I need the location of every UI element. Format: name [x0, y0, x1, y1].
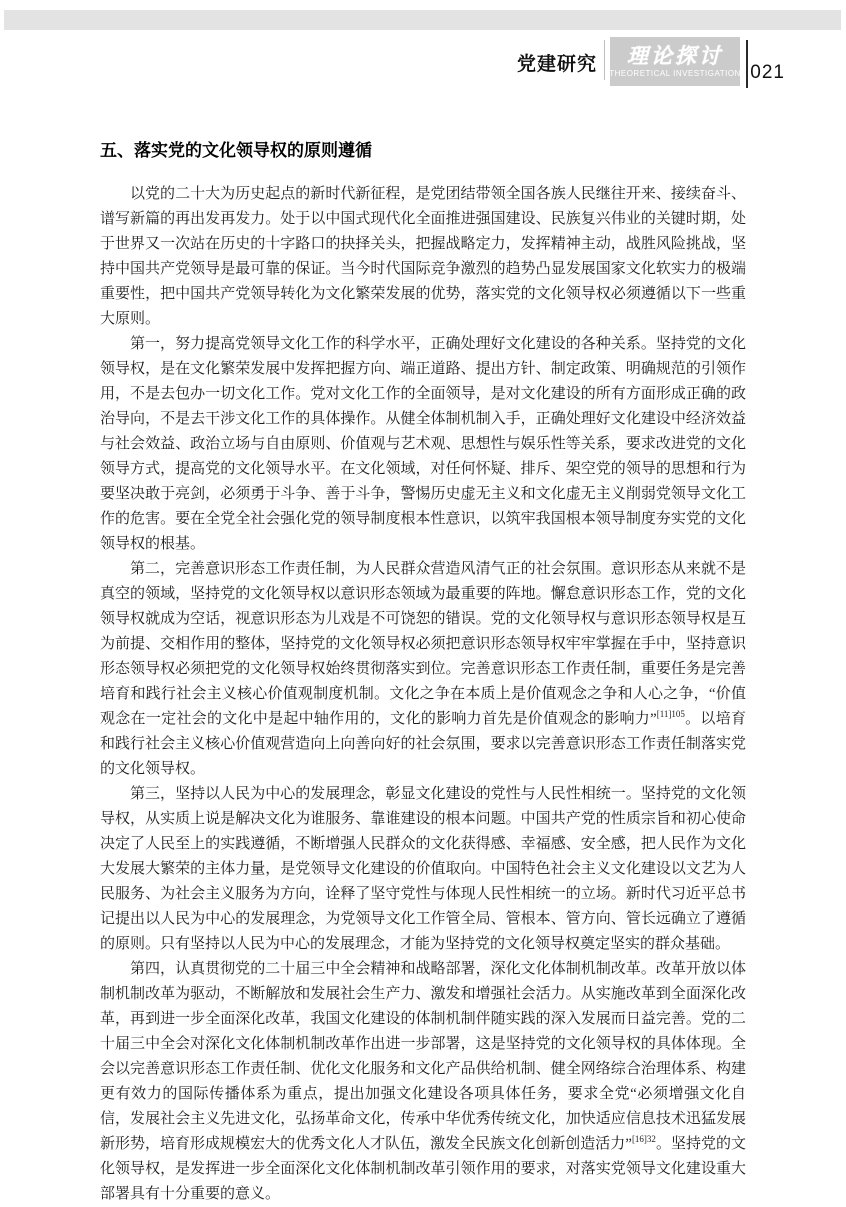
header-separator-light	[604, 40, 605, 80]
journal-section-name: 党建研究	[516, 54, 597, 75]
body-paragraph	[100, 957, 746, 1207]
page-header	[0, 36, 846, 90]
paragraph-text: 第三，坚持以人民为中心的发展理念，彰显文化建设的党性与人民性相统一。坚持党的文化领导权，从实质上说是解决文化为谁服务、靠谁建设的根本问题。中国共产党的性质宗旨和初心使命决定了人民至上的实践遵循，不断增强人民群众的文化获得感、幸福感、安全感，把人民作为文化大发展大繁荣的主体力量，是党领导文化建设的价值取向。中国特色社会主义文化建设以文艺为人民服务、为社会主义服务为方向，诠释了坚守党性与体现人民性相统一的立场。新时代习近平总书记提出以人民为中心的发展理念，为党领导文化工作管全局、管根本、管方向、管长远确立了遵循的原则。只有坚持以人民为中心的发展理念，才能为坚持党的文化领导权奠定坚实的群众基础。	[100, 786, 746, 952]
page-number: 021	[750, 62, 785, 83]
paragraph-text: 第二，完善意识形态工作责任制，为人民群众营造风清气正的社会氛围。意识形态从来就不是真空的领域，坚持党的文化领导权以意识形态领域为最重要的阵地。懈怠意识形态工作，党的文化领导权就成为空话，视意识形态为儿戏是不可饶恕的错误。党的文化领导权与意识形态领导权是互为前提、交相作用的整体，坚持党的文化领导权必须把意识形态领导权牢牢掌握在手中，坚持意识形态领导权必须把党的文化领导权始终贯彻落实到位。完善意识形态工作责任制，重要任务是完善培育和践行社会主义核心价值观制度机制。文化之争在本质上是价值观念之争和人心之争，“价值观念在一定社会的文化中是起中轴作用的，文化的影响力首先是价值观念的影响力”	[100, 561, 746, 727]
paragraph-text: 。以培育和践行社会主义核心价值观营造向上向善向好的社会氛围，要求以完善意识形态工作责任制落实党的文化领导权。	[100, 711, 746, 777]
paragraph-text: 以党的二十大为历史起点的新时代新征程，是党团结带领全国各族人民继往开来、接续奋斗、谱写新篇的再出发再发力。处于以中国式现代化全面推进强国建设、民族复兴伟业的关键时期，处于世界又一次站在历史的十字路口的抉择关头，把握战略定力，发挥精神主动，战胜风险挑战，坚持中国共产党领导是最可靠的保证。当今时代国际竞争激烈的趋势凸显发展国家文化软实力的极端重要性，把中国共产党领导转化为文化繁荣发展的优势，落实党的文化领导权必须遵循以下一些重大原则。	[100, 186, 746, 327]
journal-logo-title: 理论探讨	[627, 43, 723, 68]
paragraph-text: 第四，认真贯彻党的二十届三中全会精神和战略部署，深化文化体制机制改革。改革开放以体制机制改革为驱动，不断解放和发展社会生产力、激发和增强社会活力。从实施改革到全面深化改革，再到进一步全面深化改革，我国文化建设的体制机制伴随实践的深入发展而日益完善。党的二十届三中全会对深化文化体制机制改革作出进一步部署，这是坚持党的文化领导权的具体体现。全会以完善意识形态工作责任制、优化文化服务和文化产品供给机制、健全网络综合治理体系、构建更有效力的国际传播体系为重点，提出加强文化建设各项具体任务，要求全党“必须增强文化自信，发展社会主义先进文化，弘扬革命文化，传承中华优秀传统文化，加快适应信息技术迅猛发展新形势，培育形成规模宏大的优秀文化人才队伍，激发全民族文化创新创造活力”	[100, 961, 746, 1152]
citation-superscript: [11]105	[656, 709, 685, 719]
body-paragraph	[100, 182, 746, 332]
body-paragraph	[100, 557, 746, 782]
body-paragraph	[100, 332, 746, 557]
journal-logo-subtitle: THEORETICAL INVESTIGATION	[609, 69, 741, 78]
top-decoration-bar	[4, 10, 841, 30]
article-body	[100, 136, 746, 1207]
header-separator-dark	[746, 40, 748, 88]
body-paragraph	[100, 782, 746, 957]
body-paragraphs	[100, 182, 746, 1207]
citation-superscript: [16]32	[631, 1134, 656, 1144]
paragraph-text: 第一，努力提高党领导文化工作的科学水平，正确处理好文化建设的各种关系。坚持党的文化领导权，是在文化繁荣发展中发挥把握方向、端正道路、提出方针、制定政策、明确规范的引领作用，不是去包办一切文化工作。党对文化工作的全面领导，是对文化建设的所有方面形成正确的政治导向，不是去干涉文化工作的具体操作。从健全体制机制入手，正确处理好文化建设中经济效益与社会效益、政治立场与自由原则、价值观与艺术观、思想性与娱乐性等关系，要求改进党的文化领导方式，提高党的文化领导水平。在文化领域，对任何怀疑、排斥、架空党的领导的思想和行为要坚决敢于亮剑，必须勇于斗争、善于斗争，警惕历史虚无主义和文化虚无主义削弱党领导文化工作的危害。要在全党全社会强化党的领导制度根本性意识，以筑牢我国根本领导制度夯实党的文化领导权的根基。	[100, 336, 746, 552]
paragraph-text: 。坚持党的文化领导权，是发挥进一步全面深化文化体制机制改革引领作用的要求，对落实党领导文化建设重大部署具有十分重要的意义。	[100, 1136, 746, 1202]
section-title: 五、落实党的文化领导权的原则遵循	[100, 141, 372, 160]
journal-logo	[610, 37, 740, 86]
